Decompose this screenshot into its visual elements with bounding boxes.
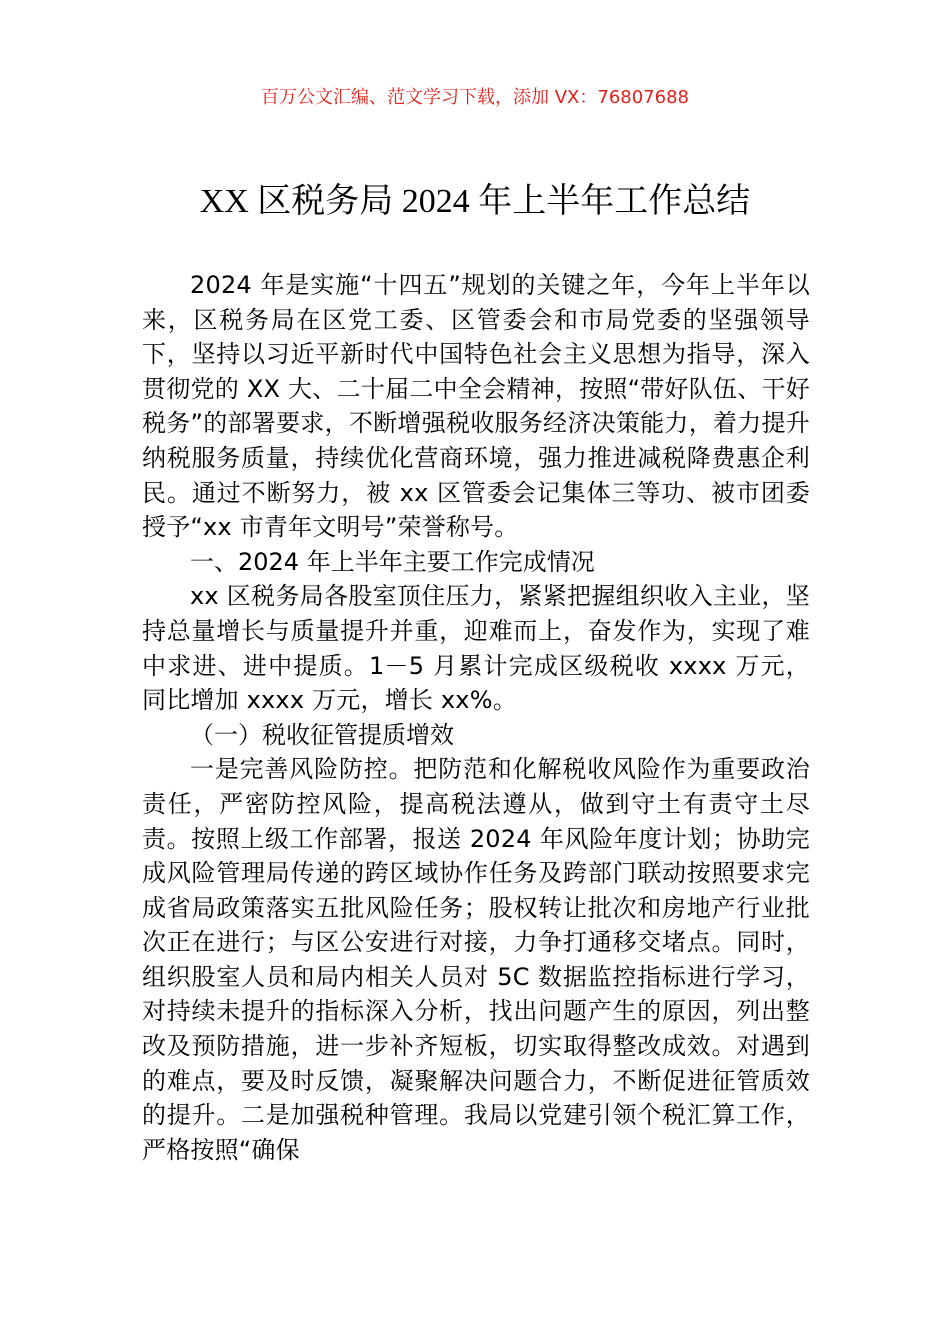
document-body [142, 268, 810, 1167]
section-heading: 一、2024 年上半年主要工作完成情况 [190, 547, 595, 576]
subsection-heading: （一）税收征管提质增效 [190, 720, 454, 749]
promo-banner: 百万公文汇编、范文学习下载，添加 VX：76807688 [261, 87, 689, 108]
section-paragraph: xx 区税务局各股室顶住压力，紧紧把握组织收入主业，坚持总量增长与质量提升并重，迎难而上，奋发作为，实现了难中求进、进中提质。1－5 月累计完成区级税收 xxxx 万元，同比增加 xxxx 万元，增长 xx%。 [142, 582, 810, 715]
intro-paragraph: 2024 年是实施“十四五”规划的关键之年，今年上半年以来，区税务局在区党工委、区管委会和市局党委的坚强领导下，坚持以习近平新时代中国特色社会主义思想为指导，深入贯彻党的 XX 大、二十届二中全会精神，按照“带好队伍、干好税务”的部署要求，不断增强税收服务经济决策能力，着力提升纳税服务质量，持续优化营商环境，强力推进减税降费惠企利民。通过不断努力，被 xx 区管委会记集体三等功、被市团委授予“xx 市青年文明号”荣誉称号。 [142, 271, 810, 542]
subsection-paragraph: 一是完善风险防控。把防范和化解税收风险作为重要政治责任，严密防控风险，提高税法遵从，做到守土有责守土尽责。按照上级工作部署，报送 2024 年风险年度计划；协助完成风险管理局传递的跨区域协作任务及跨部门联动按照要求完成省局政策落实五批风险任务；股权转让批次和房地产行业批次正在进行；与区公安进行对接，力争打通移交堵点。同时，组织股室人员和局内相关人员对 5C 数据监控指标进行学习，对持续未提升的指标深入分析，找出问题产生的原因，列出整改及预防措施，进一步补齐短板，切实取得整改成效。对遇到的难点，要及时反馈，凝聚解决问题合力，不断促进征管质效的提升。二是加强税种管理。我局以党建引领个税汇算工作，严格按照“确保 [142, 755, 810, 1164]
document-title: XX 区税务局 2024 年上半年工作总结 [199, 183, 751, 220]
